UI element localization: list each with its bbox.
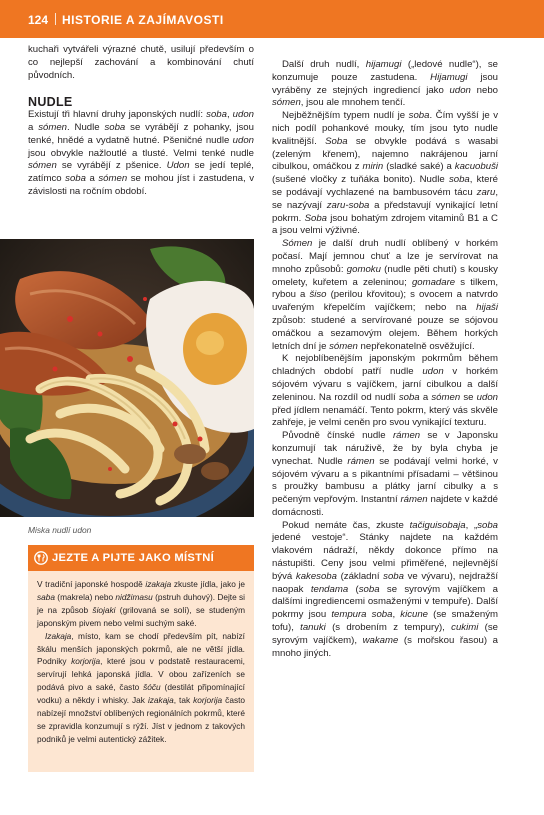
- italic-term: izakaja: [147, 695, 174, 706]
- italic-term: sómen: [98, 173, 128, 185]
- page-number: 124: [28, 13, 49, 27]
- left-column-top: [28, 44, 254, 199]
- italic-term: hijaši: [476, 302, 498, 314]
- fork-knife-icon: [34, 551, 48, 565]
- italic-term: udon: [232, 109, 254, 121]
- italic-term: rámen: [400, 494, 428, 506]
- italic-term: izakaja: [145, 579, 172, 589]
- italic-term: gomadare: [411, 276, 456, 288]
- italic-term: tempura soba: [331, 609, 393, 621]
- italic-term: soba: [104, 121, 126, 133]
- italic-term: sómen: [431, 391, 461, 403]
- italic-term: Hijamugi: [430, 71, 468, 83]
- italic-term: zaru: [476, 186, 496, 198]
- italic-term: Udon: [166, 160, 190, 172]
- italic-term: soba: [408, 110, 430, 122]
- italic-term: mirin: [362, 161, 384, 173]
- italic-term: šiojaki: [92, 604, 116, 615]
- italic-term: soba: [383, 570, 404, 582]
- italic-term: Soba: [325, 135, 348, 147]
- right-paragraph-1: Další druh nudlí, hijamugi („ledové nudle“), se konzumuje pouze zastudena. Hijamugi jsou vyráběny ze stejných ingrediencí jako udon nebo sómen, jsou ale mnohem tenčí.: [272, 59, 498, 109]
- noodles-overview-paragraph: Existují tři hlavní druhy japonských nudlí: soba, udon a sómen. Nudle soba se vyrábějí z pohanky, jsou tenké, hnědé a vydatně hutné. Pšeničné nudle udon jsou obvykle nažloutlé a tlusté. Velmi tenké nudle sómen se vyrábějí z pšenice. Udon se jedí teplé, zatímco soba a sómen se mohou jíst i zastudena, v závislosti na ročním období.: [28, 109, 254, 197]
- header-bar: [0, 0, 544, 38]
- right-paragraph-3: Sómen je další druh nudlí oblíbený v horkém počasí. Mají jemnou chuť a lze je servírovat na mnoho způsobů: gomoku (nudle pěti chutí) s kousky omelety, kuřetem a zeleninou; gomadare s tilkem, rybou a šiso (perilou křovitou); s ovocem a natvrdo uvařeným křepelčím vajíčkem; nebo na hijaši způsob: studené a servírované pouze se sójovou omáčkou a sezamovým olejem. Během horkých letních dní je sómen nepřekonatelně osvěžující.: [272, 238, 498, 352]
- italic-term: šiso: [309, 289, 327, 301]
- italic-term: soba: [398, 391, 420, 403]
- italic-term: gomoku: [346, 263, 381, 275]
- italic-term: udon: [476, 391, 498, 403]
- box-paragraph-2: Izakaja, místo, kam se chodí především pít, nabízí škálu menších japonských pokrmů, ale ne větší jídla. Podniky korjorija, které jsou v podstatě restauracemi, servírují lehká japonská jídla. V obou zařízeních se podává pivo a saké, často šóču (destilát připomínající vodku) a někdy i whisky. Jak izakaja, tak korjorija často nabízejí množství oblíbených regionálních pokrmů, které se zpravidla konzumují s rýží. Jíst v jednom z takových podniků je velmi autentický zážitek.: [37, 630, 246, 744]
- box-title: JEZTE A PIJTE JAKO MÍSTNÍ: [52, 552, 215, 564]
- italic-term: udon: [232, 134, 254, 146]
- italic-term: wakame: [362, 634, 399, 646]
- italic-term: nidžimasu: [115, 591, 153, 602]
- italic-term: tačiguisobaja: [409, 519, 466, 531]
- header-divider: [55, 13, 56, 25]
- right-paragraph-6: Pokud nemáte čas, zkuste tačiguisobaja, „soba jedené vestoje“. Stánky najdete na každém vlakovém nádraží, někdy dokonce přímo na nástupišti. Ceny jsou velmi přiměřené, nejlevnější bývá kakesoba (základní soba ve vývaru), nejdražší naopak tendama (soba se syrovým vajíčkem a dalšími ingrediencemi osmaženými v tempuře). Další pokrmy jsou tempura soba, kicune (se smaženým tofu), tanuki (s drobením z tempury), cukimi (se syrovým vajíčkem), wakame (s mořskou řasou) a mnoho jiných.: [272, 519, 499, 659]
- italic-term: Soba: [304, 212, 327, 224]
- italic-term: Sómen: [282, 238, 313, 250]
- italic-term: hijamugi: [365, 59, 402, 70]
- box-header: [28, 545, 254, 571]
- italic-term: korjorija: [71, 656, 101, 667]
- italic-term: saba: [37, 591, 55, 602]
- italic-term: Izakaja: [45, 630, 72, 641]
- italic-term: rámen: [347, 455, 375, 467]
- italic-term: udon: [422, 366, 444, 378]
- box-paragraph-1: V tradiční japonské hospodě izakaja zkuste jídla, jako je saba (makrela) nebo nidžimasu (pstruh duhový). Dejte si je na způsob šiojaki (grilovaná se solí), se studeným japonským pivem nebo velmi suchým saké.: [37, 579, 246, 628]
- italic-term: šóču: [143, 682, 161, 693]
- italic-term: korjorija: [193, 695, 223, 706]
- udon-bowl-photo: [0, 239, 254, 517]
- italic-term: soba: [477, 519, 499, 531]
- italic-term: udon: [449, 84, 471, 96]
- italic-term: soba: [206, 109, 227, 121]
- chapter-title: HISTORIE A ZAJÍMAVOSTI: [62, 13, 224, 27]
- italic-term: sómen: [272, 97, 301, 109]
- italic-term: sómen: [329, 340, 358, 352]
- italic-term: kakesoba: [295, 570, 337, 582]
- italic-term: kicune: [400, 609, 429, 621]
- italic-term: sómen: [28, 160, 57, 172]
- eat-like-local-box: [28, 545, 254, 772]
- italic-term: soba: [448, 174, 470, 186]
- italic-term: tendama: [310, 583, 349, 595]
- italic-term: cukimi: [451, 622, 479, 634]
- intro-paragraph: kuchaři vytvářeli výrazné chutě, usilují především o co nejlepší zachování a kombinování chutí původních.: [28, 44, 254, 81]
- right-paragraph-2: Nejběžnějším typem nudlí je soba. Čím vyšší je v nich podíl pohankové mouky, tím jsou tyto nudle kvalitnější. Soba se obvykle podává s wasabi (zeleným křenem), najemno nakrájenou jarní cibulkou, omáčkou z mirin (sladké saké) a kacuobuši (sušené vločky z tuňáka bonito). Nudle soba, které se podávají vychlazené na bambusovém tácu zaru, se nazývají zaru-soba a představují vynikající letní pokrm. Soba jsou bohatým zdrojem vitaminů B1 a C a jsou velmi výživné.: [272, 110, 498, 237]
- right-column: [272, 59, 498, 660]
- right-paragraph-4: K nejoblíbenějším japonským pokrmům během chladných období patří nudle udon v horkém sójovém vývaru s vajíčkem, jarní cibulkou a další zeleninou. Na rozdíl od nudlí soba a sómen se udon před jídlem nenamáčí. Tento pokrm, který vás skvěle zahřeje, je velmi ceněn pro svou vynikající texturu.: [272, 353, 498, 429]
- italic-term: soba: [65, 173, 86, 185]
- italic-term: tanuki: [300, 622, 326, 634]
- italic-term: zaru-soba: [326, 199, 370, 211]
- italic-term: soba: [358, 583, 380, 595]
- box-body: [37, 578, 245, 746]
- italic-term: kacuobuši: [454, 161, 498, 173]
- italic-term: sómen: [38, 121, 67, 133]
- photo-caption: Miska nudlí udon: [28, 525, 92, 535]
- section-heading-nudle: NUDLE: [28, 95, 73, 110]
- italic-term: rámen: [392, 430, 421, 442]
- right-paragraph-5: Původně čínské nudle rámen se v Japonsku konzumují tak náruživě, že by byla chyba je vynechat. Nudle rámen se podávají velmi horké, v sójovém vývaru a s pikantními přísadami – většinou s proužky bambusu a plátky jarní cibulky a s pečeným vepřovým. Instantní rámen najdete v každé domácnosti.: [272, 430, 498, 518]
